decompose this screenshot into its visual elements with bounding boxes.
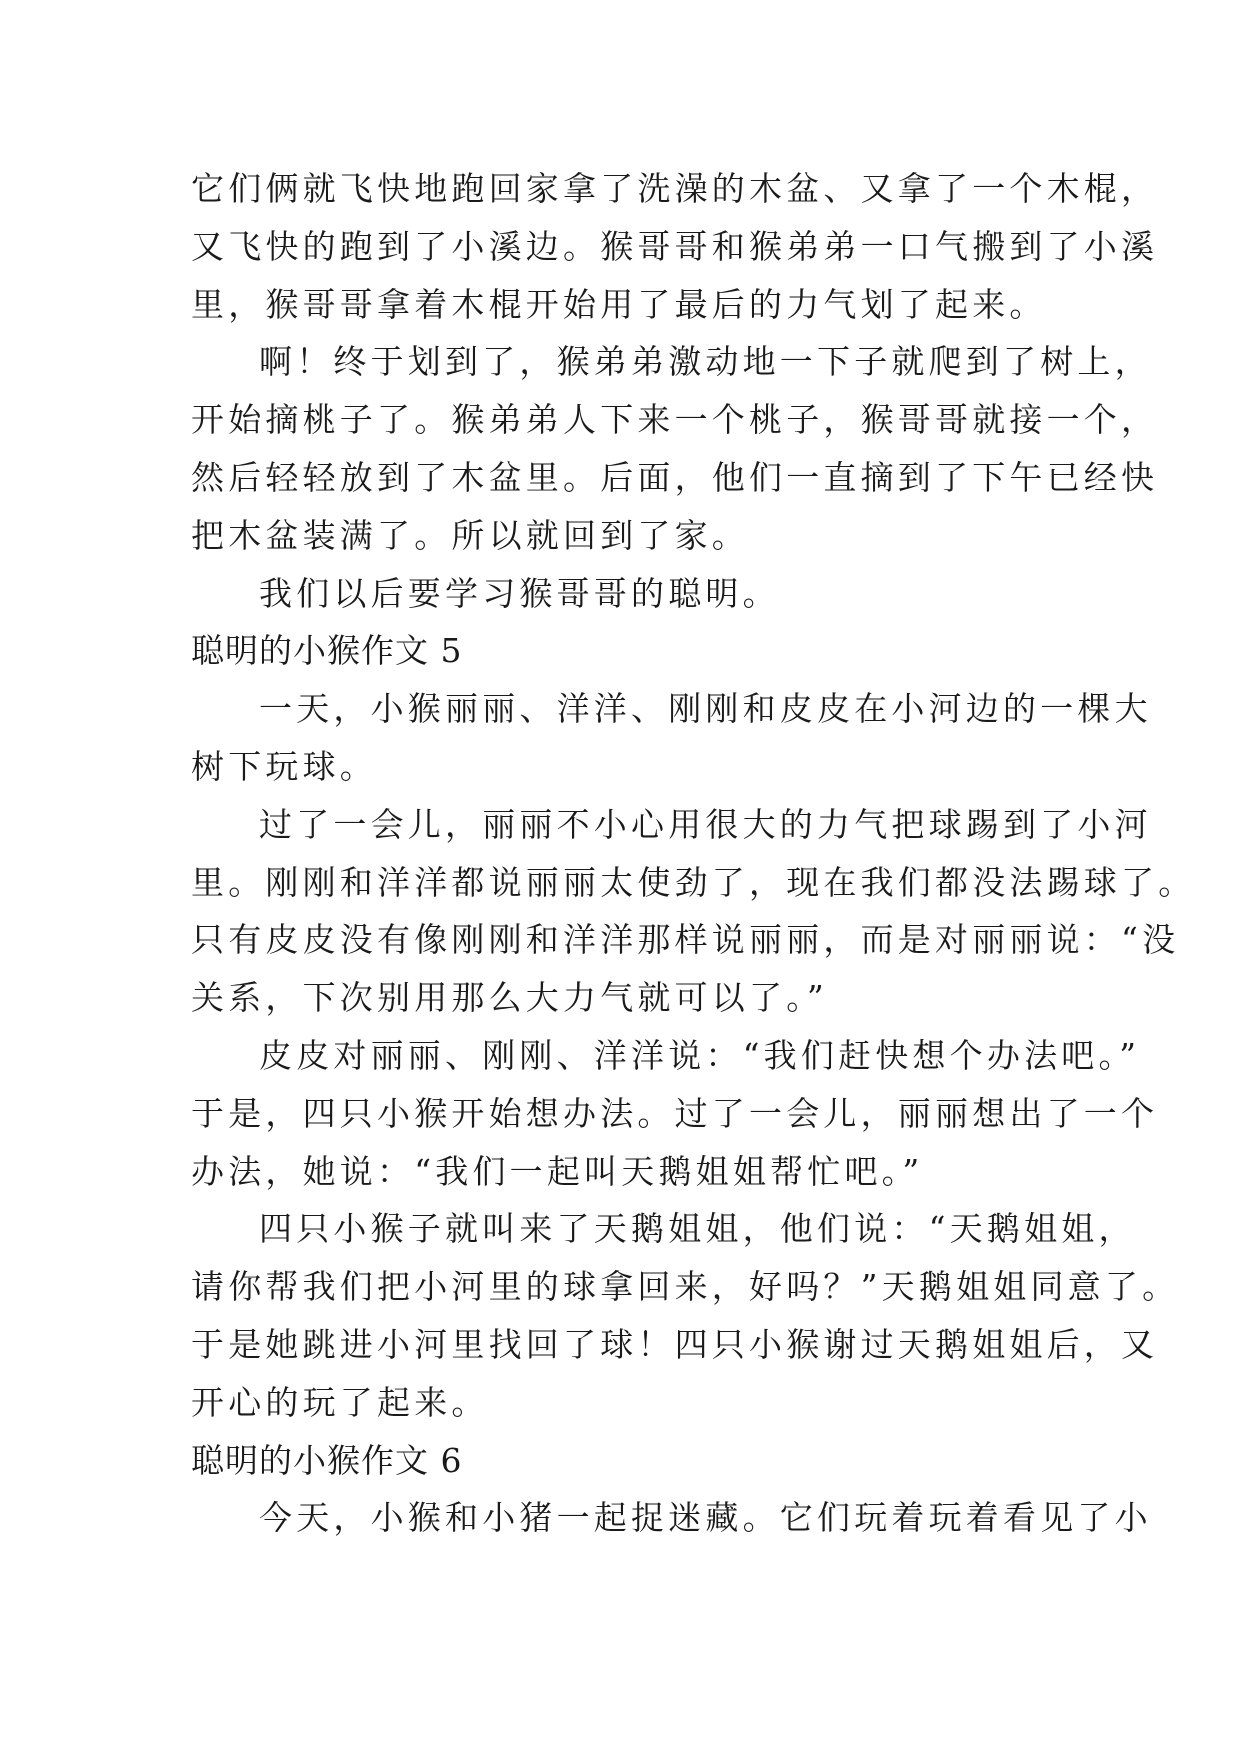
- text-line: 里，猴哥哥拿着木棍开始用了最后的力气划了起来。: [191, 284, 1047, 324]
- text-line: 把木盆装满了。所以就回到了家。: [191, 515, 749, 555]
- text-line: 开始摘桃子了。猴弟弟人下来一个桃子，猴哥哥就接一个，: [191, 400, 1159, 440]
- text-line: 它们俩就飞快地跑回家拿了洗澡的木盆、又拿了一个木棍，: [191, 169, 1159, 208]
- text-line: 然后轻轻放到了木盆里。后面，他们一直摘到了下午已经快: [191, 457, 1159, 497]
- section-heading: 聪明的小猴作文 5: [191, 631, 463, 671]
- text-line: 里。刚刚和洋洋都说丽丽太使劲了，现在我们都没法踢球了。: [191, 862, 1196, 902]
- paragraph-start-line: 一天，小猴丽丽、洋洋、刚刚和皮皮在小河边的一棵大: [259, 689, 1152, 729]
- text-line: 于是，四只小猴开始想办法。过了一会儿，丽丽想出了一个: [191, 1093, 1159, 1133]
- text-line: 开心的玩了起来。: [191, 1382, 489, 1422]
- text-line: 关系，下次别用那么大力气就可以了。”: [191, 978, 828, 1018]
- paragraph-start-line: 皮皮对丽丽、刚刚、洋洋说：“我们赶快想个办法吧。”: [259, 1035, 1141, 1075]
- paragraph-start-line: 四只小猴子就叫来了天鹅姐姐，他们说：“天鹅姐姐，: [259, 1209, 1136, 1249]
- text-line: 办法，她说：“我们一起叫天鹅姐姐帮忙吧。”: [191, 1151, 924, 1191]
- paragraph-start-line: 我们以后要学习猴哥哥的聪明。: [259, 573, 780, 613]
- paragraph-start-line: 今天，小猴和小猪一起捉迷藏。它们玩着玩着看见了小: [259, 1498, 1152, 1538]
- section-heading: 聪明的小猴作文 6: [191, 1440, 463, 1480]
- paragraph-start-line: 啊！终于划到了，猴弟弟激动地一下子就爬到了树上，: [259, 342, 1152, 382]
- text-line: 请你帮我们把小河里的球拿回来，好吗？”天鹅姐姐同意了。: [191, 1267, 1180, 1307]
- text-line: 于是她跳进小河里找回了球！四只小猴谢过天鹅姐姐后，又: [191, 1324, 1159, 1364]
- text-line: 只有皮皮没有像刚刚和洋洋那样说丽丽，而是对丽丽说：“没: [191, 920, 1180, 960]
- document-body: [191, 160, 1196, 1547]
- paragraph-start-line: 过了一会儿，丽丽不小心用很大的力气把球踢到了小河: [259, 804, 1152, 844]
- text-line: 树下玩球。: [191, 746, 377, 786]
- text-line: 又飞快的跑到了小溪边。猴哥哥和猴弟弟一口气搬到了小溪: [191, 226, 1159, 266]
